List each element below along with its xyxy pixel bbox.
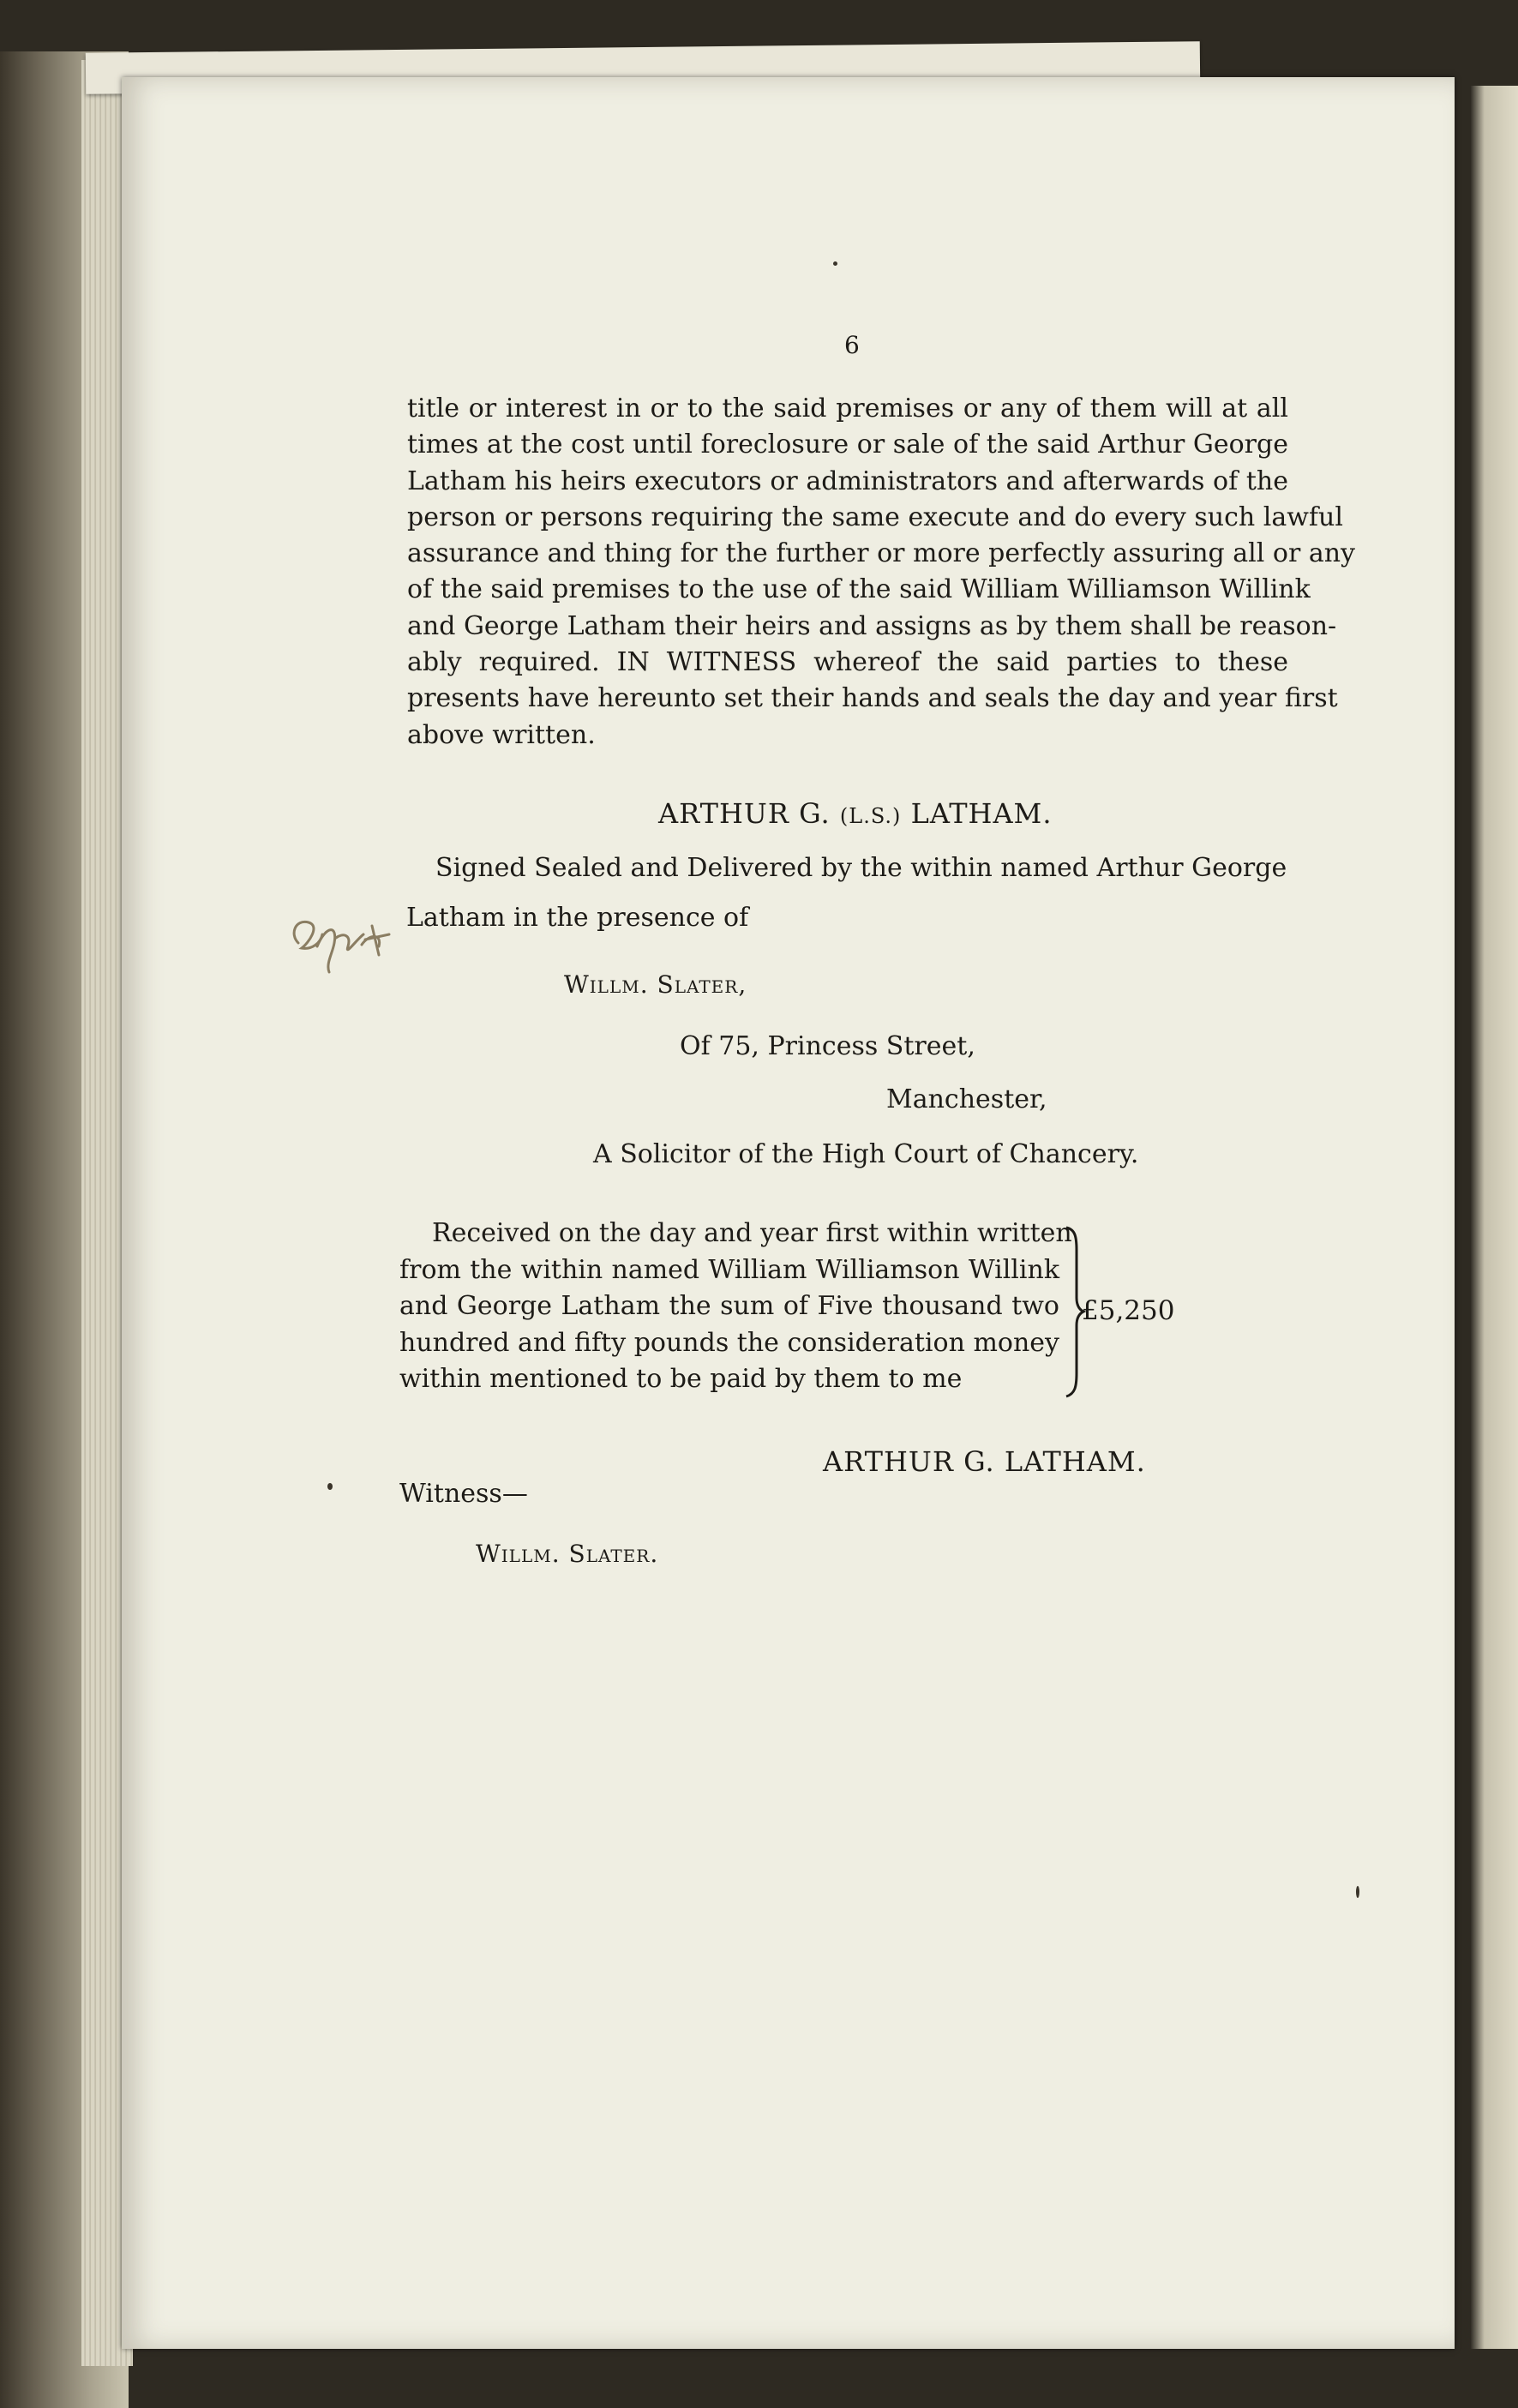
page-number: 6 xyxy=(844,331,860,359)
receipt-line: from the within named William Williamson Willink xyxy=(399,1254,1059,1285)
witness-address-street: Of 75, Princess Street, xyxy=(680,1031,975,1061)
paragraph-line: above written. xyxy=(407,719,596,750)
receipt-line: Received on the day and year first within written xyxy=(432,1218,1072,1248)
ink-speck xyxy=(1356,1886,1359,1898)
receipt-line: hundred and fifty pounds the consideration money xyxy=(399,1327,1059,1358)
paragraph-line: times at the cost until foreclosure or sale of the said Arthur George xyxy=(407,429,1288,460)
paragraph-line: Latham his heirs executors or administrators and afterwards of the xyxy=(407,465,1288,496)
ink-speck xyxy=(833,261,837,266)
receipt-text xyxy=(399,1216,1072,1398)
attestation-line-1: Signed Sealed and Delivered by the within named Arthur George xyxy=(435,853,1287,883)
paragraph-line: title or interest in or to the said premises or any of them will at all xyxy=(407,393,1288,423)
seal-mark: (L.S.) xyxy=(839,804,902,828)
signature-last-name: LATHAM. xyxy=(910,797,1053,830)
ink-speck xyxy=(327,1483,333,1490)
paragraph-line: assurance and thing for the further or more perfectly assuring all or any xyxy=(407,538,1355,569)
handwritten-initials xyxy=(283,909,394,977)
paragraph-line: and George Latham their heirs and assigns as by them shall be reason- xyxy=(407,610,1337,641)
receipt-line: and George Latham the sum of Five thousand two xyxy=(399,1291,1059,1321)
receipt-amount: £5,250 xyxy=(1082,1295,1175,1326)
paragraph-line: of the said premises to the use of the said William Williamson Willink xyxy=(407,574,1311,605)
signature-receipt: ARTHUR G. LATHAM. xyxy=(823,1445,1146,1478)
witness-name-2: Willm. Slater. xyxy=(476,1540,659,1568)
witness-title: A Solicitor of the High Court of Chancery. xyxy=(593,1139,1139,1169)
witness-label: Witness— xyxy=(399,1479,528,1509)
paragraph-line: person or persons requiring the same execute and do every such lawful xyxy=(407,501,1343,532)
paragraph-line: presents have hereunto set their hands and seals the day and year first xyxy=(407,683,1338,714)
facing-page-edge xyxy=(1470,86,1518,2349)
witness-address-city: Manchester, xyxy=(886,1084,1047,1114)
attestation-line-2: Latham in the presence of xyxy=(406,903,749,933)
signature-first-name: ARTHUR G. xyxy=(658,797,831,830)
witness-name: Willm. Slater, xyxy=(564,970,747,999)
receipt-line: within mentioned to be paid by them to me xyxy=(399,1364,963,1394)
paragraph-line: ably required. IN WITNESS whereof the said parties to these xyxy=(407,647,1288,678)
deed-paragraph xyxy=(407,391,1355,754)
signature-arthur-latham xyxy=(658,796,1052,834)
